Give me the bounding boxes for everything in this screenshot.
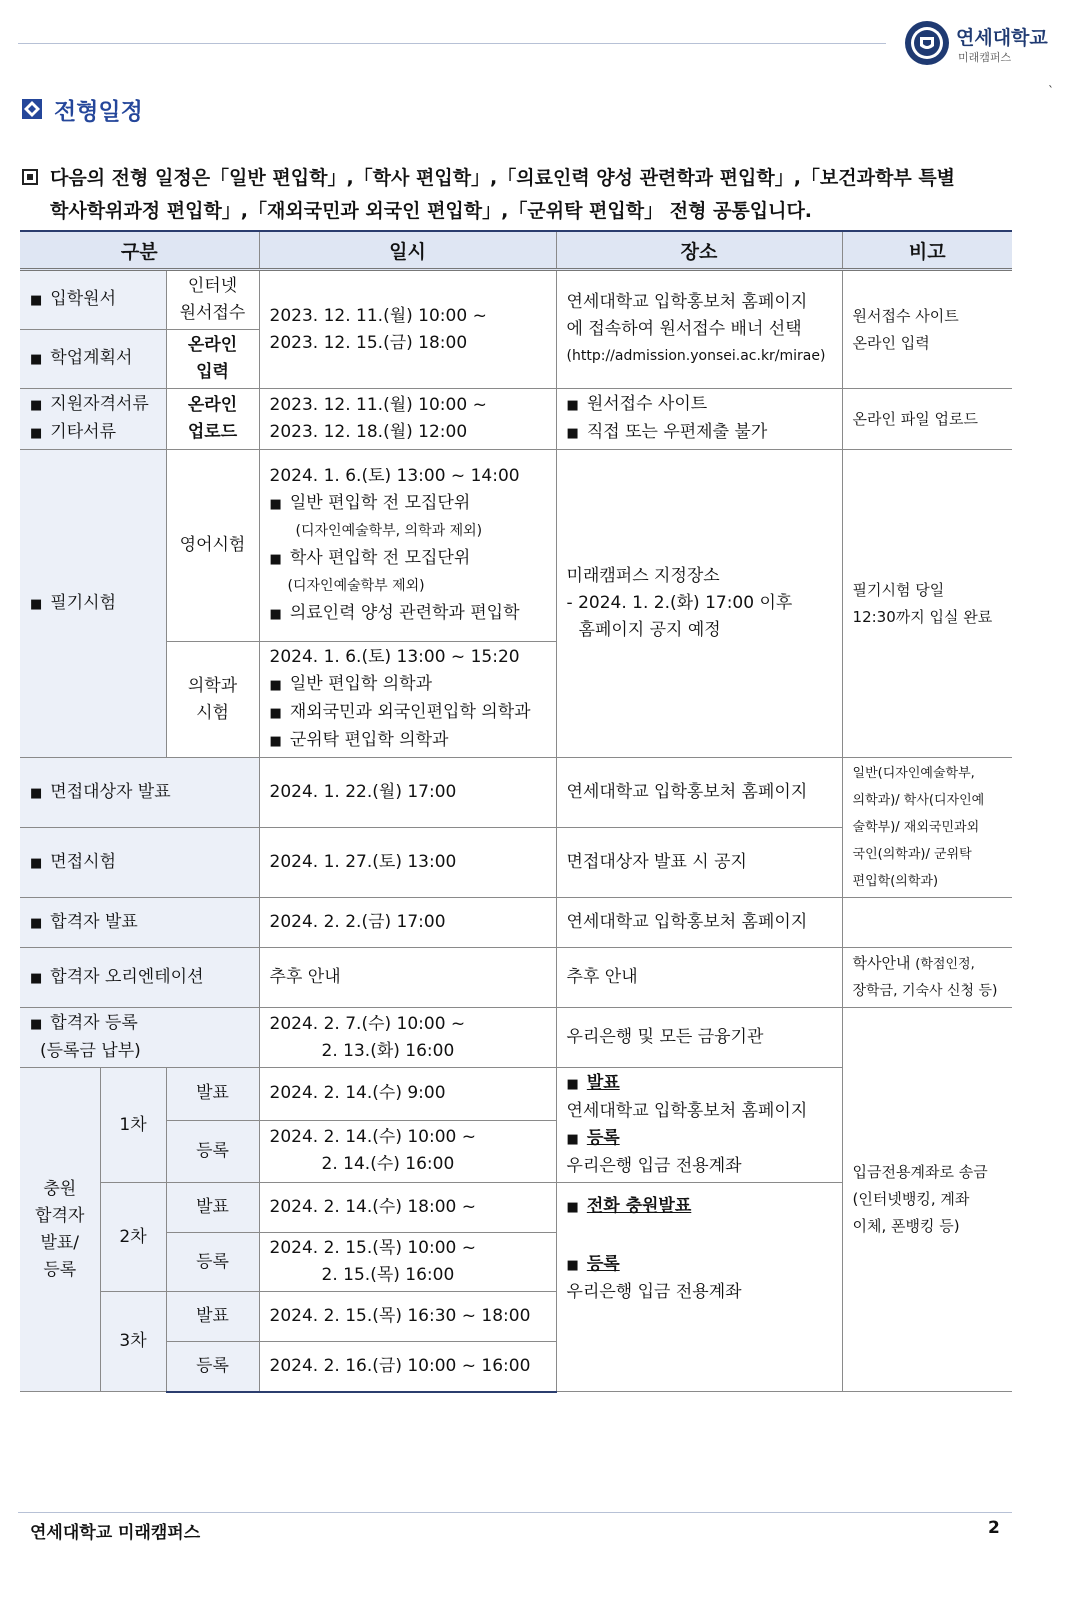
page-number: 2 [988, 1518, 1000, 1538]
row-label-text: ■ 합격자 등록 [30, 1010, 249, 1038]
exam-unit: ■ 재외국민과 외국인편입학 의학과 [270, 699, 546, 727]
place-cell: 면접대상자 발표 시 공지 [556, 828, 842, 898]
date-cell [259, 1233, 556, 1292]
method-text: 입력 [196, 362, 229, 382]
note-text: 장학금, 기숙사 신청 등) [852, 983, 998, 999]
table-row [20, 898, 1012, 948]
row-label [20, 1008, 259, 1068]
row-label-text: ■ 필기시험 [30, 593, 116, 613]
row-label-text: ■ 기타서류 [30, 419, 156, 447]
date-cell: 2024. 2. 16.(금) 10:00 ~ 16:00 [259, 1342, 556, 1392]
note-text: 원서접수 사이트 [852, 306, 959, 325]
exam-unit: ■ 일반 편입학 의학과 [270, 671, 546, 699]
note-text: 온라인 입력 [852, 333, 930, 352]
place-text: - 2024. 1. 2.(화) 17:00 이후 [566, 593, 793, 613]
place-text: 우리은행 입금 전용계좌 [566, 1156, 742, 1176]
note-text: 12:30까지 입실 완료 [852, 607, 993, 626]
admission-url: (http://admission.yonsei.ac.kr/mirae) [566, 348, 826, 364]
section-title [22, 94, 143, 124]
date-cell: 2024. 1. 22.(월) 17:00 [259, 758, 556, 828]
method-cell: 영어시험 [166, 450, 259, 642]
date-cell: 2024. 2. 14.(수) 9:00 [259, 1068, 556, 1121]
place-cell: 추후 안내 [556, 948, 842, 1008]
note-text: (학점인정, [915, 957, 975, 972]
row-label-text: ■ 학업계획서 [30, 348, 132, 368]
place-cell: 연세대학교 입학홍보처 홈페이지 [556, 898, 842, 948]
stage-label: 발표 [166, 1292, 259, 1342]
note-cell [842, 1008, 1012, 1392]
header-category: 구분 [20, 231, 259, 270]
row-label-text: (등록금 납부) [40, 1041, 141, 1061]
note-cell [842, 270, 1012, 389]
place-cell [556, 1068, 842, 1183]
method-cell [166, 330, 259, 389]
date-text: 2. 15.(목) 16:00 [321, 1265, 455, 1285]
bottom-rule [18, 1512, 1012, 1513]
round-label: 3차 [100, 1292, 166, 1392]
row-label-text: 등록 [43, 1259, 77, 1280]
row-label-text: ■ 면접시험 [30, 852, 116, 872]
exam-unit: ■ 의료인력 양성 관련학과 편입학 [270, 600, 546, 628]
note-text: 일반(디자인예술학부, [852, 766, 975, 781]
note-text: 편입학(의학과) [852, 874, 939, 889]
square-bullet-icon [22, 169, 38, 185]
row-label [20, 389, 166, 450]
place-text: ■ 원서접수 사이트 [567, 391, 832, 419]
stage-label: 발표 [166, 1183, 259, 1233]
exam-unit: ■ 학사 편입학 전 모집단위 [270, 545, 546, 573]
round-label: 1차 [100, 1068, 166, 1183]
note-text: 필기시험 당일 [852, 580, 945, 599]
table-row [20, 758, 1012, 828]
place-text: 연세대학교 입학홍보처 홈페이지 [566, 292, 808, 312]
diamond-bullet-icon [22, 99, 42, 119]
date-cell [259, 642, 556, 758]
place-cell [556, 270, 842, 389]
note-text: (인터넷뱅킹, 계좌 [852, 1190, 970, 1208]
date-text: 2024. 1. 6.(토) 13:00 ~ 14:00 [269, 466, 520, 486]
section-title-text: 전형일정 [54, 98, 143, 125]
exam-unit: ■ 일반 편입학 전 모집단위 [270, 490, 546, 518]
round-label: 2차 [100, 1183, 166, 1292]
exam-unit-detail: (디자인예술학부 제외) [287, 578, 425, 594]
row-label [20, 948, 259, 1008]
method-text: 온라인 [187, 395, 238, 415]
date-cell: 추후 안내 [259, 948, 556, 1008]
stage-label: 등록 [166, 1342, 259, 1392]
method-text: 의학과 [187, 675, 238, 696]
method-text: 업로드 [187, 422, 238, 442]
date-text: 2024. 2. 14.(수) 10:00 ~ [269, 1127, 476, 1148]
note-cell [842, 450, 1012, 758]
method-text: 온라인 [187, 335, 238, 355]
row-label-text: ■ 지원자격서류 [30, 391, 156, 419]
date-cell [259, 1120, 556, 1182]
row-label-text: ■ 합격자 발표 [30, 912, 138, 932]
row-label [20, 828, 259, 898]
date-text: 2024. 1. 6.(토) 13:00 ~ 15:20 [269, 647, 520, 667]
method-text: 원서접수 [179, 303, 246, 323]
date-cell [259, 389, 556, 450]
note-cell: 온라인 파일 업로드 [842, 389, 1012, 450]
place-text: 홈페이지 공지 예정 [578, 620, 721, 640]
schedule-table [20, 230, 1012, 1393]
stray-mark: ` [1048, 84, 1054, 98]
row-label-text: ■ 면접대상자 발표 [30, 782, 171, 802]
method-cell [166, 642, 259, 758]
date-cell [259, 450, 556, 642]
row-label-text: ■ 합격자 오리엔테이션 [30, 967, 204, 987]
date-text: 2. 14.(수) 16:00 [321, 1154, 455, 1175]
date-text: 2023. 12. 11.(월) 10:00 ~ [269, 395, 487, 415]
row-label-text: ■ 입학원서 [30, 289, 116, 309]
method-text: 시험 [196, 702, 229, 723]
note-text: 입금전용계좌로 송금 [852, 1163, 988, 1181]
place-heading: ■ 등록 [567, 1251, 832, 1279]
place-text: ■ 직접 또는 우편제출 불가 [567, 419, 832, 447]
place-heading: ■ 전화 충원발표 [567, 1193, 832, 1221]
place-cell [556, 450, 842, 758]
date-cell: 2024. 1. 27.(토) 13:00 [259, 828, 556, 898]
top-rule [18, 43, 886, 44]
footer-university-name: 연세대학교 미래캠퍼스 [30, 1523, 201, 1543]
date-text: 2023. 12. 11.(월) 10:00 ~ [269, 305, 487, 326]
place-cell: 우리은행 및 모든 금융기관 [556, 1008, 842, 1068]
place-cell [556, 389, 842, 450]
row-label [20, 270, 166, 330]
header-note: 비고 [842, 231, 1012, 270]
place-cell: 연세대학교 입학홍보처 홈페이지 [556, 758, 842, 828]
table-row [20, 270, 1012, 330]
place-heading: ■ 등록 [567, 1125, 832, 1153]
header-place: 장소 [556, 231, 842, 270]
note-text: 의학과)/ 학사(디자인예 [852, 793, 985, 808]
place-text: 에 접속하여 원서접수 배너 선택 [566, 319, 802, 339]
table-row [20, 948, 1012, 1008]
method-cell [166, 389, 259, 450]
date-cell [259, 270, 556, 389]
note-text: 국인(의학과)/ 군위탁 [852, 847, 972, 862]
university-seal-icon [904, 20, 950, 66]
date-text: 2024. 2. 7.(수) 10:00 ~ [269, 1013, 466, 1034]
date-cell: 2024. 2. 2.(금) 17:00 [259, 898, 556, 948]
row-label [20, 898, 259, 948]
row-label [20, 758, 259, 828]
row-label-text: 합격자 [35, 1205, 85, 1226]
note-text: 술학부)/ 재외국민과외 [852, 820, 980, 835]
method-cell [166, 270, 259, 330]
note-cell [842, 898, 1012, 948]
notice-line-2: 학사학위과정 편입학」,「재외국민과 외국인 편입학」,「군위탁 편입학」 전형 공통입니다. [50, 200, 813, 222]
place-text: 우리은행 입금 전용계좌 [566, 1282, 742, 1302]
table-row [20, 389, 1012, 450]
place-cell [556, 1183, 842, 1392]
logo-campus: 미래캠퍼스 [958, 51, 1012, 64]
stage-label: 발표 [166, 1068, 259, 1121]
logo-name: 연세대학교 [956, 27, 1048, 49]
date-cell [259, 1008, 556, 1068]
method-text: 인터넷 [187, 276, 238, 296]
exam-unit-detail: (디자인예술학부, 의학과 제외) [295, 523, 483, 539]
row-label [20, 1068, 100, 1392]
date-text: 2023. 12. 15.(금) 18:00 [269, 332, 468, 353]
notice-line-1: 다음의 전형 일정은「일반 편입학」,「학사 편입학」,「의료인력 양성 관련학과 편입학」,「보건과학부 특별 [50, 167, 956, 189]
place-heading: ■ 발표 [567, 1070, 832, 1098]
date-text: 2023. 12. 18.(월) 12:00 [269, 422, 468, 442]
row-label-text: 충원 [43, 1178, 77, 1199]
row-label [20, 450, 166, 758]
place-text: 연세대학교 입학홍보처 홈페이지 [566, 1101, 808, 1121]
date-cell: 2024. 2. 14.(수) 18:00 ~ [259, 1183, 556, 1233]
stage-label: 등록 [166, 1120, 259, 1182]
table-row [20, 450, 1012, 642]
date-text: 2. 13.(화) 16:00 [321, 1040, 455, 1061]
date-cell: 2024. 2. 15.(목) 16:30 ~ 18:00 [259, 1292, 556, 1342]
note-cell [842, 948, 1012, 1008]
note-cell [842, 758, 1012, 898]
header-datetime: 일시 [259, 231, 556, 270]
exam-unit: ■ 군위탁 편입학 의학과 [270, 727, 546, 755]
university-logo [904, 20, 1054, 68]
table-header-row [20, 231, 1012, 270]
row-label [20, 330, 166, 389]
table-row [20, 1008, 1012, 1068]
note-text: 학사안내 [852, 954, 911, 972]
row-label-text: 발표/ [40, 1232, 80, 1253]
stage-label: 등록 [166, 1233, 259, 1292]
note-text: 이체, 폰뱅킹 등) [852, 1217, 960, 1235]
place-text: 미래캠퍼스 지정장소 [566, 566, 720, 586]
date-text: 2024. 2. 15.(목) 10:00 ~ [269, 1238, 476, 1258]
